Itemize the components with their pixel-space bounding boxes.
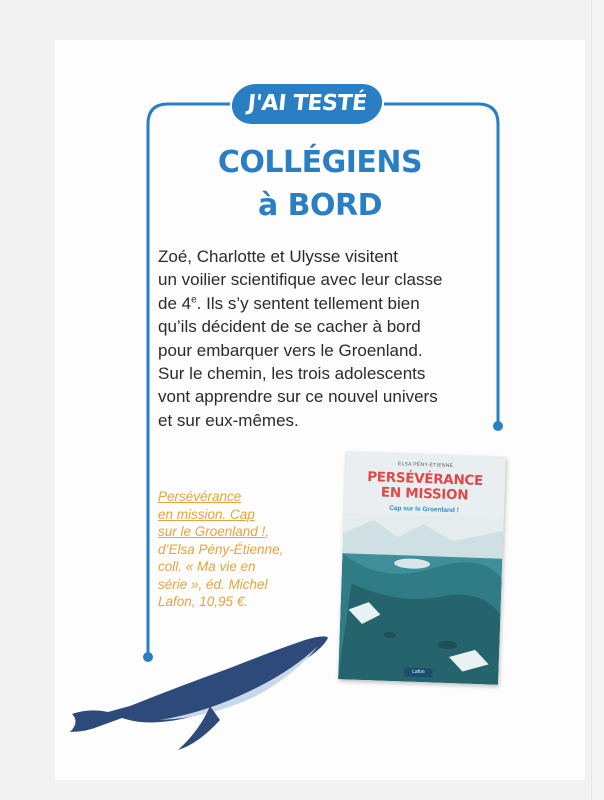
book-cover-title-line: EN MISSION — [380, 484, 469, 504]
book-cover — [338, 451, 506, 684]
credit-line: série », éd. Michel — [158, 576, 268, 592]
credit-line: Lafon, 10,95 €. — [158, 594, 249, 609]
book-title-link: en mission. Cap — [158, 506, 255, 522]
summary-line: Zoé, Charlotte et Ulysse visitent — [158, 247, 398, 266]
summary-text: . Ils s’y sentent tellement bien — [196, 293, 420, 313]
credit-line — [158, 506, 303, 524]
book-title-link: Persévérance — [158, 489, 242, 504]
summary-line: pour embarquer vers le Groenland. — [158, 340, 423, 360]
summary-text: de 4 — [158, 293, 192, 313]
credit-line — [158, 523, 303, 541]
book-cover-title — [344, 469, 505, 505]
credit-line: d’Elsa Pény-Étienne, — [158, 541, 284, 557]
credit-line: coll. « Ma vie en — [158, 559, 256, 574]
book-cover-subtitle: Cap sur le Groenland ! — [389, 504, 460, 515]
book-cover-author: ELSA PÉNY-ÉTIENNE — [397, 461, 454, 470]
summary-line: un voilier scientifique avec leur classe — [158, 270, 443, 290]
badge-jai-teste: J'AI TESTÉ — [230, 84, 384, 124]
book-cover-publisher: Lafon — [404, 667, 432, 677]
summary-line: et sur eux-mêmes. — [158, 410, 299, 430]
book-credit — [158, 488, 303, 611]
superscript: e — [191, 294, 197, 306]
credit-comma: , — [265, 524, 270, 539]
whale-illustration — [60, 622, 335, 757]
scrollbar[interactable] — [591, 0, 604, 800]
book-cover-title-line: PERSÉVÉRANCE — [366, 469, 484, 490]
summary-paragraph — [158, 245, 503, 432]
credit-line — [158, 488, 303, 506]
summary-line: vont apprendre sur ce nouvel univers — [158, 387, 438, 407]
title-line-1: COLLÉGIENS — [217, 145, 423, 180]
summary-line — [158, 292, 503, 315]
whale-body — [70, 636, 328, 732]
title-line-2: à BORD — [257, 188, 383, 223]
summary-line: Sur le chemin, les trois adolescents — [158, 364, 426, 384]
book-title-link: sur le Groenland ! — [158, 524, 266, 539]
summary-line: qu’ils décident de se cacher à bord — [158, 317, 421, 337]
book-cover-illustration — [338, 513, 504, 684]
